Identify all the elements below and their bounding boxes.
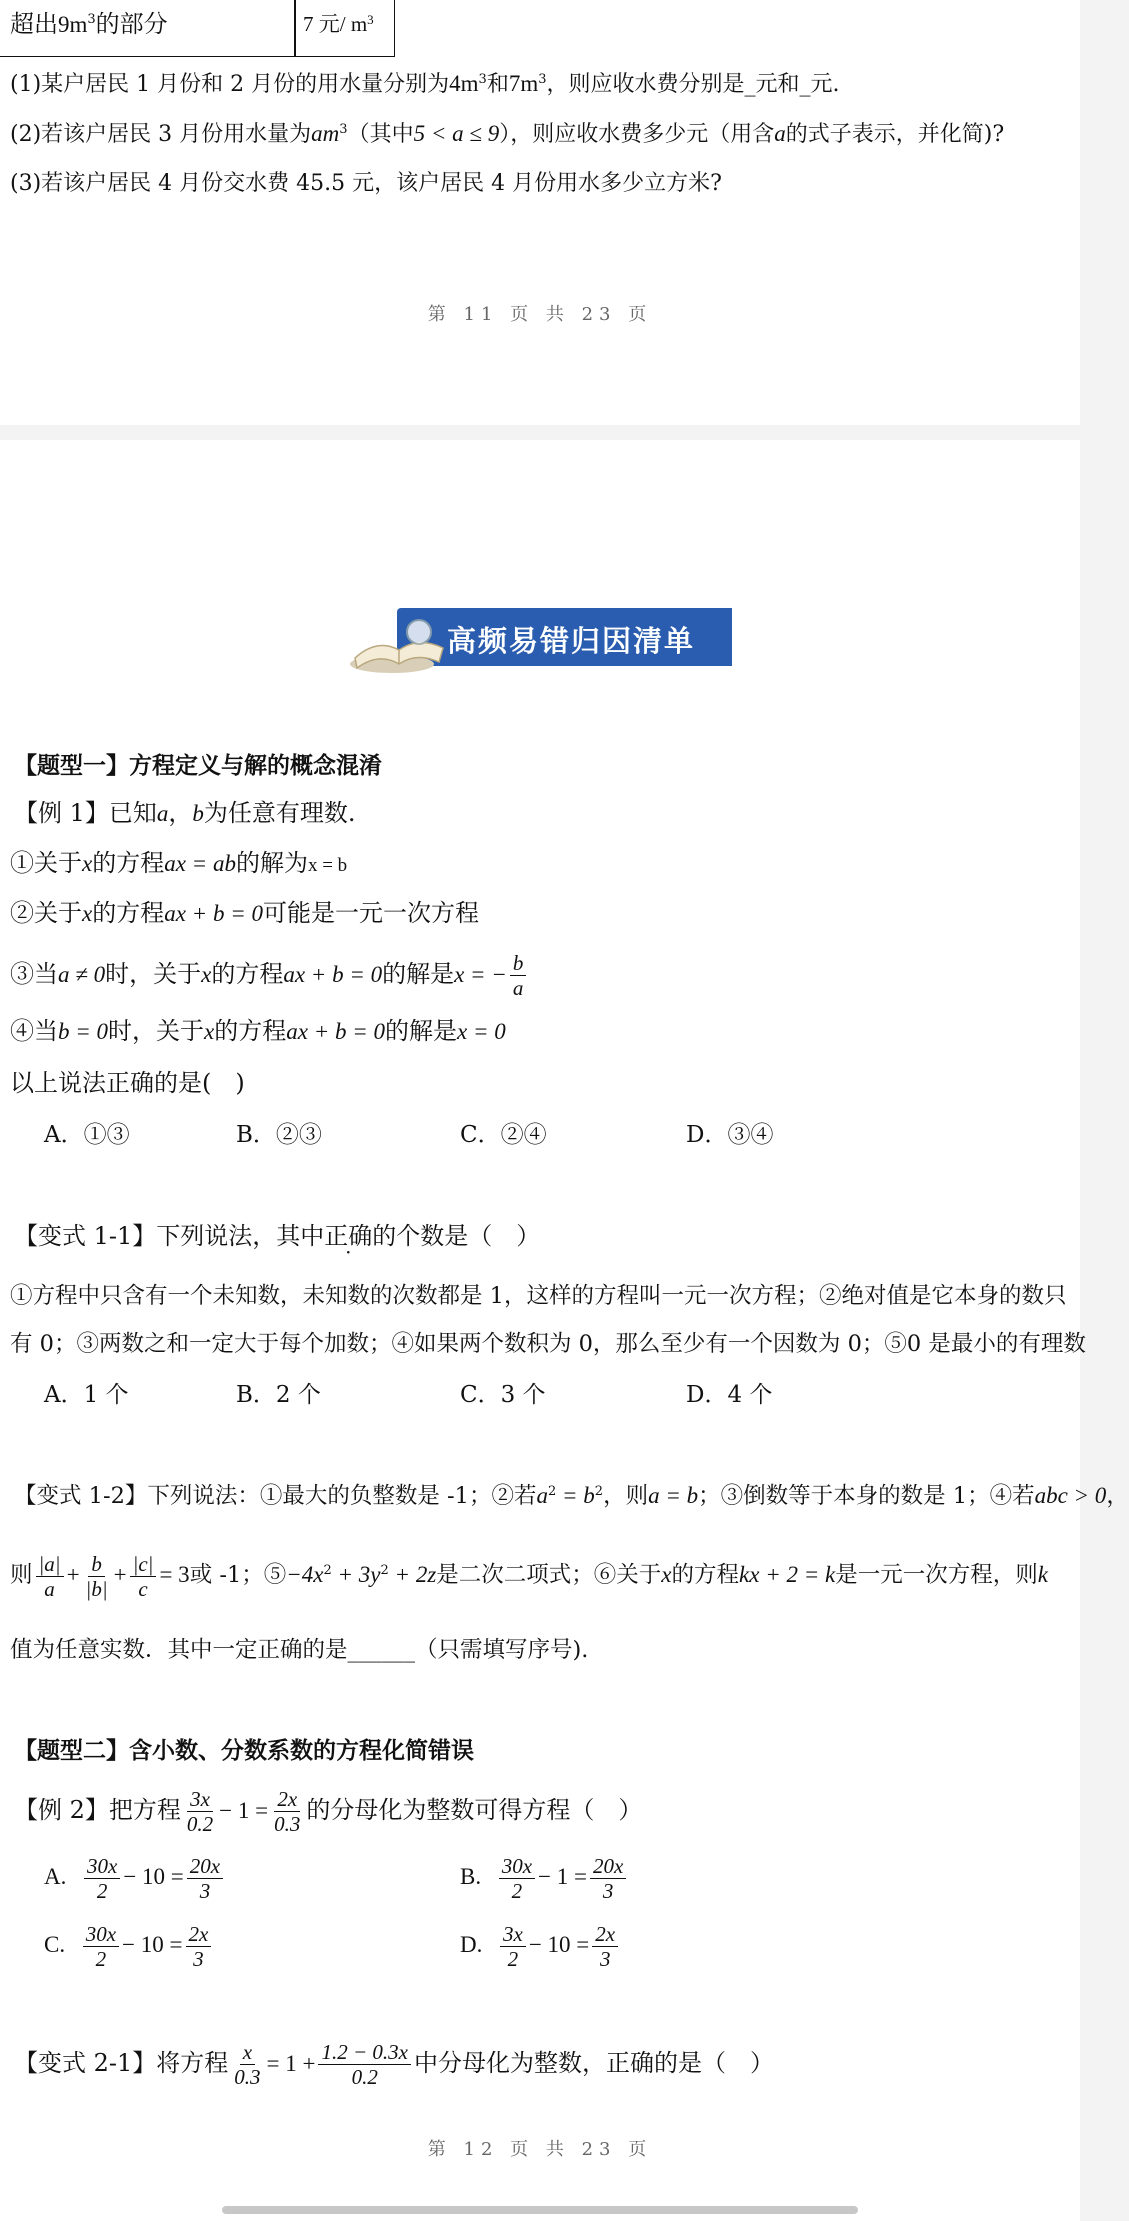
home-indicator[interactable]	[222, 2206, 858, 2214]
table-row-price: 7 元/ $m^3$	[303, 12, 374, 36]
statement-3: ③当a ≠ 0时，关于x的方程ax + b = 0的解是x = − $\frac{b}{a}$	[10, 949, 529, 1000]
banner-title: 高频易错归因清单	[447, 624, 696, 658]
question-1: (1)某户居民 1 月份和 2 月份的用水量分别为$4m^3$和$7m^3$，则应收水费分别是_元和_元.	[10, 71, 840, 97]
statement-2: ②关于x的方程ax + b = 0可能是一元一次方程	[10, 899, 479, 927]
type-1-heading: 【题型一】方程定义与解的概念混淆	[14, 753, 382, 779]
statement-1: ①关于x的方程ax = ab的解为x = b	[10, 849, 348, 877]
example-1-option-d: D．③④	[686, 1122, 774, 1148]
variant-1-2-line-3: 值为任意实数．其中一定正确的是______（只需填写序号).	[10, 1637, 589, 1663]
variant-1-1-option-c: C．3 个	[460, 1382, 546, 1408]
example-2-option-c: C. $\frac{30x}{2}$ − 10 = $\frac{2x}{3}$	[44, 1917, 214, 1973]
variant-1-1-line-2: 有 0；③两数之和一定大于每个加数；④如果两个数积为 0，那么至少有一个因数为 0；⑤0 是最小的有理数	[10, 1331, 1086, 1357]
page-footer-12: 第 12 页 共 23 页	[427, 2139, 653, 2160]
example-1-option-b: B．②③	[236, 1122, 322, 1148]
variant-1-1-option-b: B．2 个	[236, 1382, 321, 1408]
variant-2-1-stem: 【变式 2-1】将方程 $\frac{x}{0.3}$ = 1 + $\frac{1.2 - 0.3x}{0.2}$ 中分母化为整数，正确的是（ ）	[14, 2040, 774, 2089]
page-11	[0, 0, 1080, 425]
statement-4: ④当b = 0时，关于x的方程ax + b = 0的解是x = 0	[10, 1017, 506, 1045]
example-2-option-b: B. $\frac{30x}{2}$ − 1 = $\frac{20x}{3}$	[460, 1849, 629, 1905]
variant-1-1-stem: 【变式 1-1】下列说法，其中正确的个数是（ ）	[14, 1222, 541, 1250]
example-2-option-d: D. $\frac{3x}{2}$ − 10 = $\frac{2x}{3}$	[460, 1917, 621, 1973]
example-1-option-c: C．②④	[460, 1122, 547, 1148]
example-2-option-a: A. $\frac{30x}{2}$ − 10 = $\frac{20x}{3}$	[44, 1849, 226, 1905]
table-row-label: 超出$9m^3$的部分	[10, 10, 168, 38]
page-footer-11: 第 11 页 共 23 页	[427, 304, 653, 325]
price-table-fragment	[0, 0, 395, 57]
variant-1-1-option-d: D．4 个	[686, 1382, 773, 1408]
variant-1-2-line-1: 【变式 1-2】下列说法：①最大的负整数是 -1；②若$a^2 = b^2$，则a = b；③倒数等于本身的数是 1；④若abc > 0，	[14, 1483, 1129, 1509]
example-1-ask: 以上说法正确的是( )	[10, 1069, 245, 1097]
open-book-icon	[347, 614, 457, 676]
example-2-stem: 【例 2】把方程 $\frac{3x}{0.2}$ − 1 = $\frac{2x}{0.3}$ 的分母化为整数可得方程（ ）	[14, 1787, 643, 1836]
section-banner	[347, 606, 732, 674]
variant-1-2-line-2: 则 $\frac{|a|}{a}$ + $\frac{b}{|b|}$ + $\frac{|c|}{c}$ = 3或 -1；$⑤-4x^2 + 3y^2 + 2z$是二次二项式；⑥关于x的方程kx + 2 = k是一元一次方程，则k	[10, 1551, 1048, 1601]
example-1-stem: 【例 1】已知a，b为任意有理数.	[14, 799, 356, 827]
variant-1-1-option-a: A．1 个	[44, 1382, 129, 1408]
variant-1-1-line-1: ①方程中只含有一个未知数，未知数的次数都是 1，这样的方程叫一元一次方程；②绝对值是它本身的数只	[10, 1283, 1067, 1309]
question-3: (3)若该户居民 4 月份交水费 45.5 元，该户居民 4 月份用水多少立方米?	[10, 171, 722, 196]
example-1-option-a: A．①③	[44, 1122, 130, 1148]
type-2-heading: 【题型二】含小数、分数系数的方程化简错误	[14, 1738, 474, 1764]
question-2: (2)若该户居民 3 月份用水量为$am^3$（其中5 < a ≤ 9），则应收水费多少元（用含a的式子表示，并化简)?	[10, 121, 1005, 147]
